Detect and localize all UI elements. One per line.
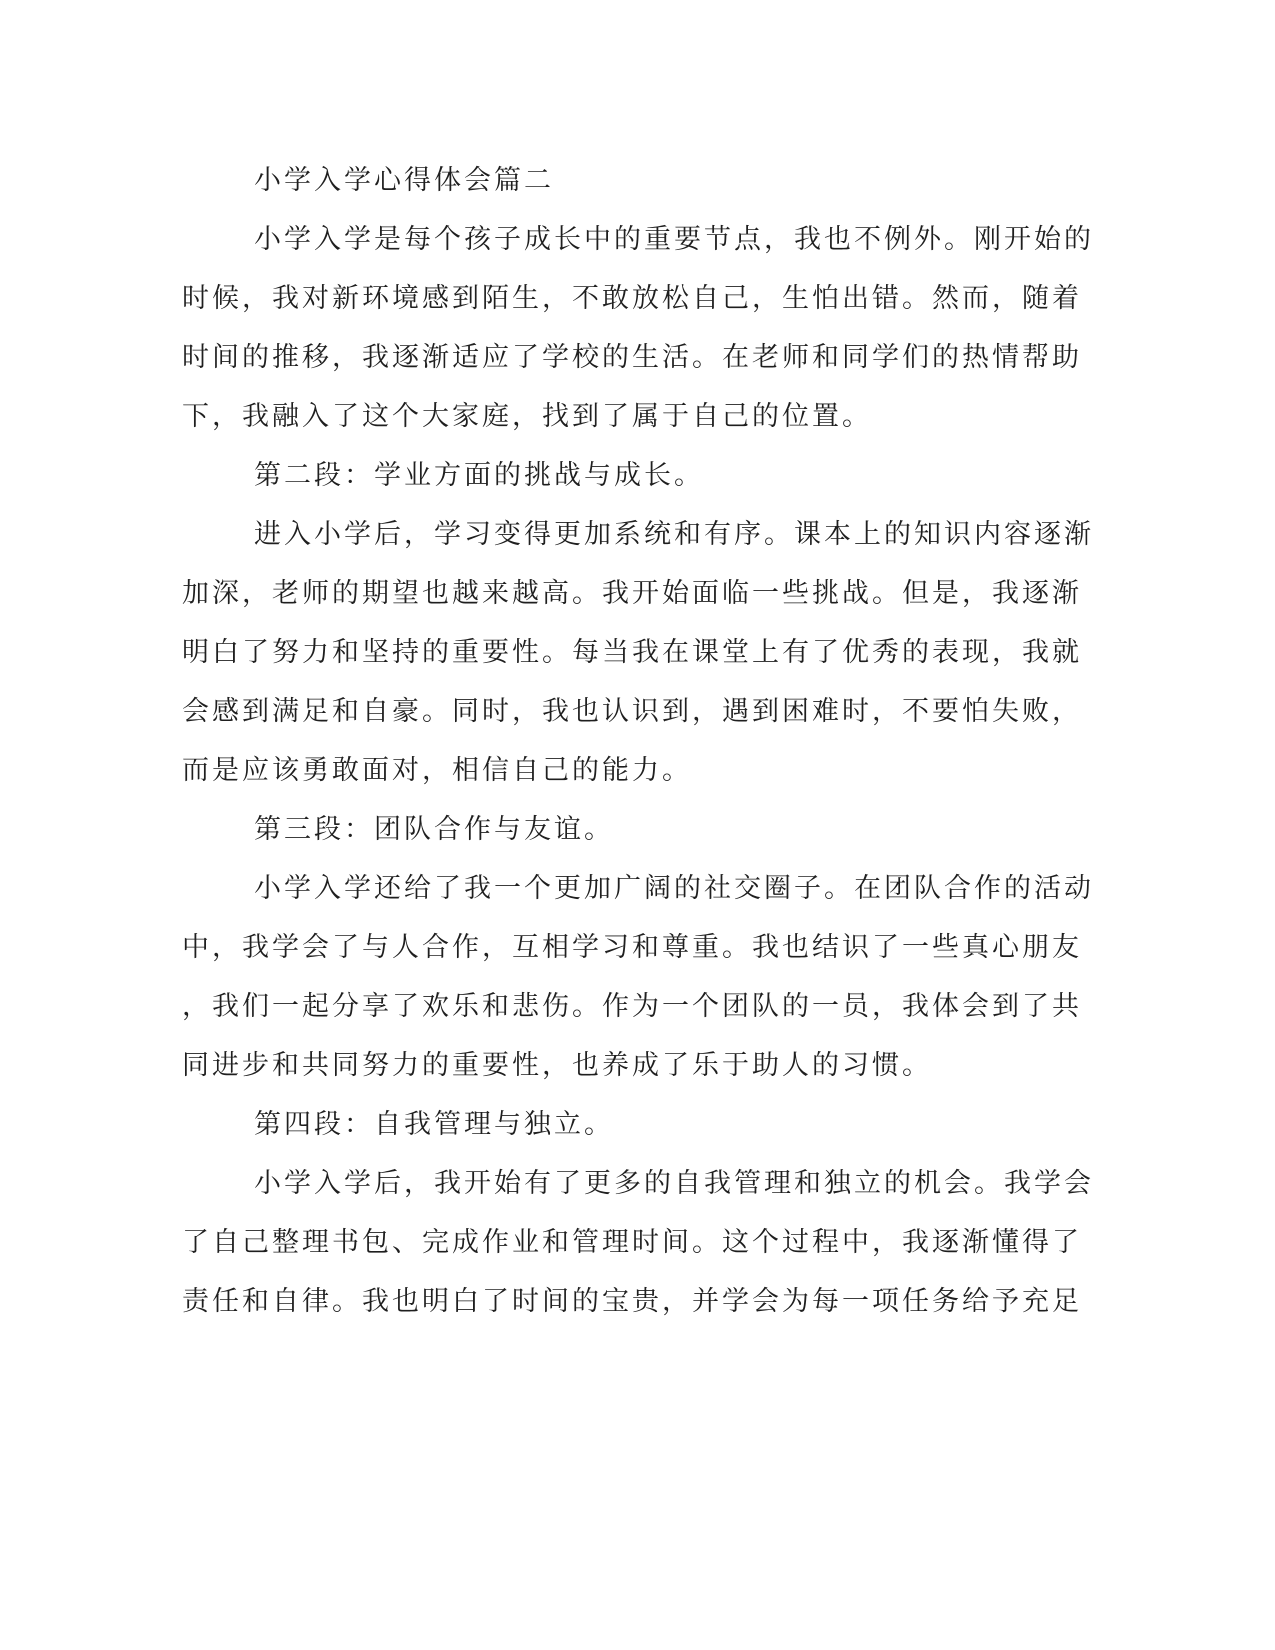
document-title: 小学入学心得体会篇二 [254,165,554,196]
section-heading-3: 第三段：团队合作与友谊。 [254,814,614,845]
paragraph-2-line-3: 明白了努力和坚持的重要性。每当我在课堂上有了优秀的表现，我就 [182,637,1082,668]
paragraph-1-line-2: 时候，我对新环境感到陌生，不敢放松自己，生怕出错。然而，随着 [182,283,1082,314]
section-heading-2: 第二段：学业方面的挑战与成长。 [254,460,704,491]
paragraph-4-line-3: 责任和自律。我也明白了时间的宝贵，并学会为每一项任务给予充足 [182,1286,1082,1317]
paragraph-2-line-1: 进入小学后，学习变得更加系统和有序。课本上的知识内容逐渐 [254,519,1094,550]
paragraph-4-line-2: 了自己整理书包、完成作业和管理时间。这个过程中，我逐渐懂得了 [182,1227,1082,1258]
paragraph-3-line-2: 中，我学会了与人合作，互相学习和尊重。我也结识了一些真心朋友 [182,932,1082,963]
section-heading-4: 第四段：自我管理与独立。 [254,1109,614,1140]
paragraph-3-line-1: 小学入学还给了我一个更加广阔的社交圈子。在团队合作的活动 [254,873,1094,904]
paragraph-1-line-4: 下，我融入了这个大家庭，找到了属于自己的位置。 [182,401,872,432]
paragraph-3-line-4: 同进步和共同努力的重要性，也养成了乐于助人的习惯。 [182,1050,932,1081]
paragraph-1-line-3: 时间的推移，我逐渐适应了学校的生活。在老师和同学们的热情帮助 [182,342,1082,373]
paragraph-2-line-4: 会感到满足和自豪。同时，我也认识到，遇到困难时，不要怕失败， [182,696,1082,727]
paragraph-2-line-2: 加深，老师的期望也越来越高。我开始面临一些挑战。但是，我逐渐 [182,578,1082,609]
paragraph-2-line-5: 而是应该勇敢面对，相信自己的能力。 [182,755,692,786]
paragraph-4-line-1: 小学入学后，我开始有了更多的自我管理和独立的机会。我学会 [254,1168,1094,1199]
paragraph-3-line-3: ，我们一起分享了欢乐和悲伤。作为一个团队的一员，我体会到了共 [182,991,1082,1022]
paragraph-1-line-1: 小学入学是每个孩子成长中的重要节点，我也不例外。刚开始的 [254,224,1094,255]
